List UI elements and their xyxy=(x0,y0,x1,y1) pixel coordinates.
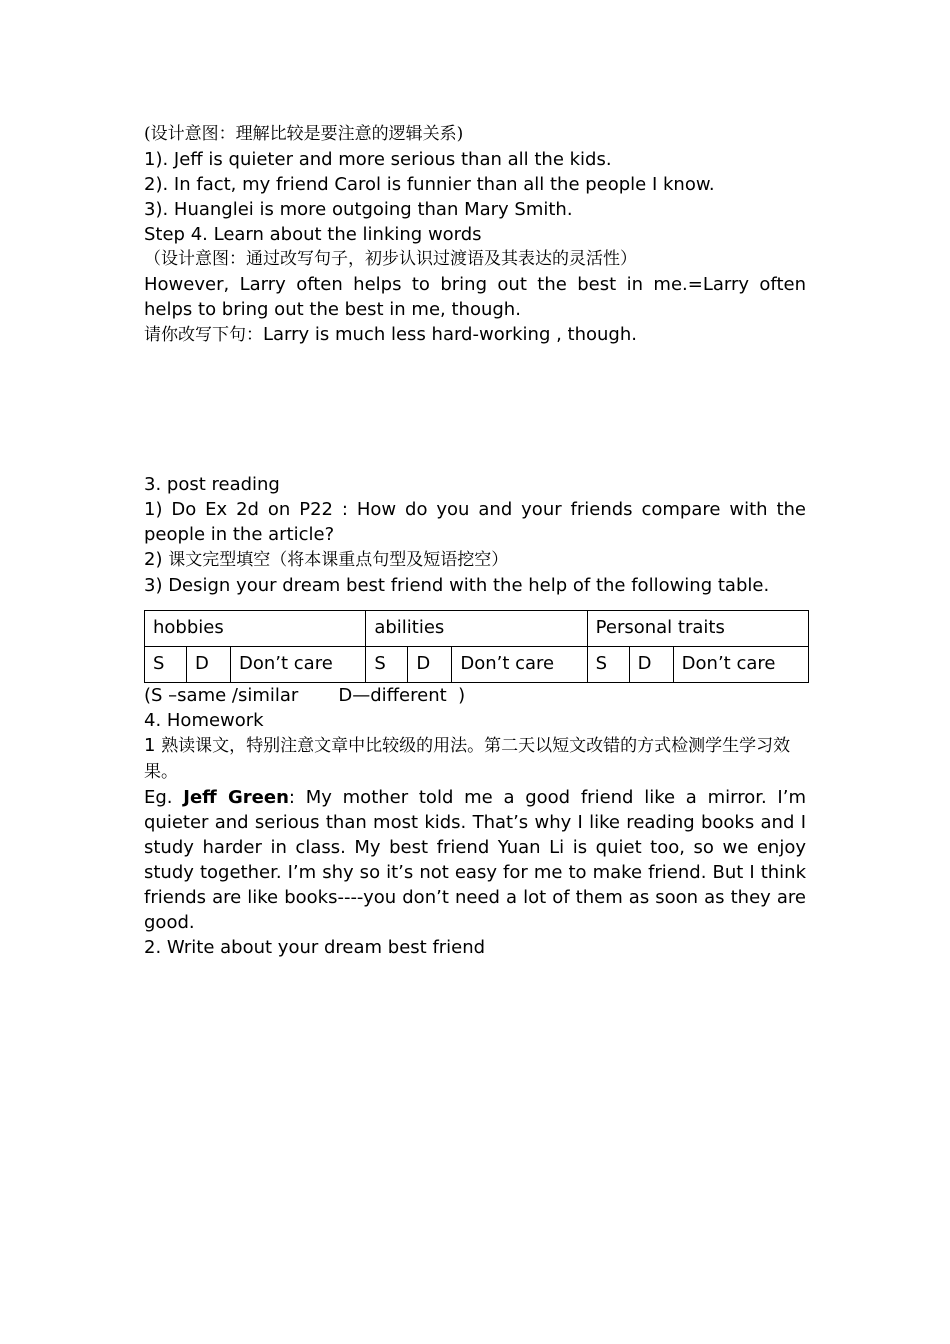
cell-traits-dont-care: Don’t care xyxy=(673,647,808,683)
post-reading-item-2 xyxy=(144,547,806,573)
cell-traits-s: S xyxy=(587,647,629,683)
example-sentence-1: 1). Jeff is quieter and more serious than all the kids. xyxy=(144,149,612,170)
post-reading-heading: 3. post reading xyxy=(144,474,280,495)
header-abilities: abilities xyxy=(366,611,587,647)
rewrite-prompt-cn: 请你改写下句： xyxy=(144,325,263,345)
post-reading-item-2-number: 2) xyxy=(144,549,169,570)
post-reading-item-1: 1) Do Ex 2d on P22 : How do you and your friends compare with the people in the article? xyxy=(144,499,812,545)
homework-item-2: 2. Write about your dream best friend xyxy=(144,937,486,958)
eg-name: Jeff Green xyxy=(183,787,289,808)
homework-item-1 xyxy=(144,733,806,785)
design-note-linking-words: （设计意图：通过改写句子，初步认识过渡语及其表达的灵活性） xyxy=(144,249,637,269)
homework-heading: 4. Homework xyxy=(144,710,264,731)
table-row xyxy=(145,647,809,683)
document-page xyxy=(144,122,812,960)
spacer xyxy=(144,598,806,610)
eg-prefix: Eg. xyxy=(144,787,184,808)
step4-heading: Step 4. Learn about the linking words xyxy=(144,224,482,245)
cell-abilities-s: S xyxy=(366,647,408,683)
cell-abilities-dont-care: Don’t care xyxy=(452,647,587,683)
rewrite-prompt xyxy=(144,322,806,348)
post-reading-item-3: 3) Design your dream best friend with the help of the following table. xyxy=(144,575,770,596)
example-sentence-2: 2). In fact, my friend Carol is funnier than all the people I know. xyxy=(144,174,715,195)
cell-traits-d: D xyxy=(629,647,673,683)
eg-text: : My mother told me a good friend like a mirror. I’m quieter and serious than most kids. That’s why I like reading books and I study harder in class. My best friend Yuan Li is quiet too, so we enjoy study together. I’m shy so it’s not easy for me to make friend. But I think friends are like books----you don’t need a lot of them as soon as they are good. xyxy=(144,787,812,933)
homework-item-1-text: 熟读课文，特别注意文章中比较级的用法。第二天以短文改错的方式检测学生学习效果。 xyxy=(144,736,791,782)
design-note-comparison: (设计意图：理解比较是要注意的逻辑关系) xyxy=(144,124,464,144)
example-sentence-3: 3). Huanglei is more outgoing than Mary Smith. xyxy=(144,199,573,220)
header-hobbies: hobbies xyxy=(145,611,366,647)
table-header-row xyxy=(145,611,809,647)
header-personal-traits: Personal traits xyxy=(587,611,808,647)
error-correction-passage xyxy=(144,785,812,935)
table-legend: (S –same /similar D—different ) xyxy=(144,685,466,706)
cell-abilities-d: D xyxy=(408,647,452,683)
rewrite-prompt-en: Larry is much less hard-working , though. xyxy=(263,324,637,345)
spacer xyxy=(144,348,806,472)
friend-traits-table xyxy=(144,610,809,683)
cell-hobbies-dont-care: Don’t care xyxy=(231,647,366,683)
cell-hobbies-s: S xyxy=(145,647,187,683)
homework-item-1-number: 1 xyxy=(144,735,162,756)
linking-example-paragraph: However, Larry often helps to bring out the best in me.=Larry often helps to bring out the best in me, though. xyxy=(144,274,812,320)
cell-hobbies-d: D xyxy=(187,647,231,683)
post-reading-item-2-text: 课文完型填空（将本课重点句型及短语挖空） xyxy=(168,550,509,570)
